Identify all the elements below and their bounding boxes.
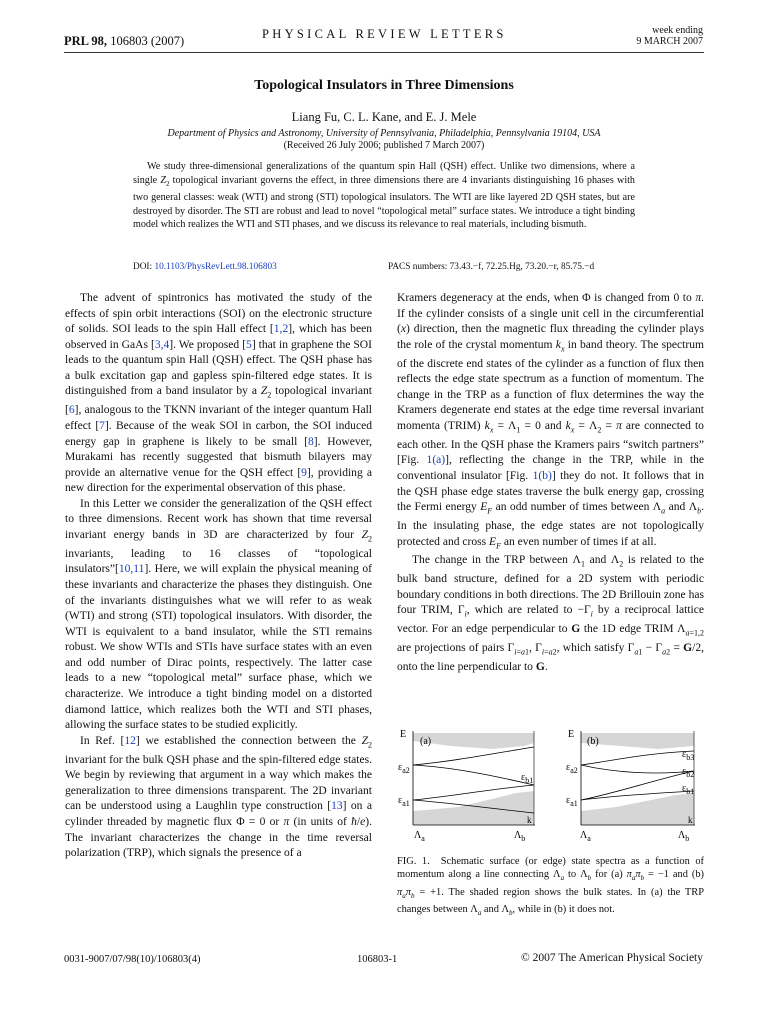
page-number: 106803-1: [357, 954, 398, 965]
figure-caption: FIG. 1. Schematic surface (or edge) state spectra as a function of momentum along a line connecting $\Lambda_a$ to $\Lambda_b$ for (a) $\pi_a\pi_b = -1$ and (b) $\pi_a\pi_b = +1$. The shaded region shows the bulk states. In (a) the TRP changes between $\Lambda_a$ and $\Lambda_b$, while in (b) it does not.: [397, 856, 704, 918]
panel-a: [398, 729, 535, 843]
body-column-right: Kramers degeneracy at the ends, when Φ is changed from 0 to π. If the cylinder consists of a single unit cell in the circumferential (x) direction, then the magnetic flux threading the cylinder plays the role of the crystal momentum $k_x$ in band theory. The spectrum of the discrete end states of the cylinder as a function of flux then reflects the edge state spectrum as a function of momentum. The change in the TRP as a function of flux determines the way the Kramers degenerate end states at the edge time reversal invariant momenta (TRIM) $k_x = \Lambda_1 = 0$ and $k_x = \Lambda_2 = \pi$ are connected to each other. In the QSH phase the Kramers pairs “switch partners” [Fig. 1(a)], reflecting the change in the TRP, while in the conventional insulator [Fig. 1(b)] they do not. It follows that in the QSH phase edge states traverse the bulk energy gap, crossing the Fermi energy $E_F$ an odd number of times between $\Lambda_a$ and $\Lambda_b$. In the insulating phase, the edge states are not topologically protected and cross $E_F$ an even number of times if at all. The change in the TRP between $\Lambda_1$ and $\Lambda_2$ is related to the bulk band structure, defined for a 2D system with periodic boundary conditions in both directions. The 2D Brillouin zone has four TRIM, $\Gamma_i$, which are related to $-\Gamma_i$ by a reciprocal lattice vector. For an edge perpendicular to G the 1D edge TRIM $\Lambda_{a=1,2}$ are projections of pairs $\Gamma_{i=a1}$, $\Gamma_{i=a2}$, which satisfy $\Gamma_{a1} - \Gamma_{a2} = G/2$, onto the line perpendicular to G.: [397, 292, 705, 674]
week-ending-line1: week ending: [652, 25, 703, 36]
edge-state-curve: [581, 751, 694, 765]
energy-label-eb2: $\varepsilon_{b2}$: [682, 766, 695, 779]
lambda-b-label: $\Lambda_b$: [514, 830, 526, 843]
bulk-shade-bottom-a: [413, 791, 534, 825]
panel-label-a: (a): [420, 736, 432, 747]
authors: Liang Fu, C. L. Kane, and E. J. Mele: [291, 110, 477, 124]
bulk-valence-shade-top-a: [413, 733, 534, 749]
figure-1: [396, 727, 706, 853]
energy-label-ea2: $\varepsilon_{a2}$: [398, 762, 410, 775]
pacs-numbers: PACS numbers: 73.43.−f, 72.25.Hg, 73.20.−r, 85.75.−d: [388, 262, 595, 272]
footer-code: 0031-9007/07/98(10)/106803(4): [64, 954, 201, 965]
panel-label-b: (b): [587, 736, 599, 747]
copyright: © 2007 The American Physical Society: [521, 952, 703, 964]
energy-label-ea1-b: $\varepsilon_{a1}$: [566, 795, 578, 808]
edge-state-curve: [581, 765, 694, 773]
edge-state-curve: [413, 765, 534, 785]
lambda-a-label: $\Lambda_a$: [414, 830, 425, 843]
energy-label-eb3: $\varepsilon_{b3}$: [682, 749, 695, 762]
edge-state-curve: [413, 747, 534, 765]
journal-ref: PRL 98, 106803 (2007): [64, 34, 185, 48]
panel-b: [566, 729, 695, 843]
doi-label: DOI:: [133, 262, 153, 272]
journal-name: PHYSICAL REVIEW LETTERS: [262, 27, 507, 41]
energy-label-eb1-b: $\varepsilon_{b1}$: [682, 783, 695, 796]
issue-date: [636, 25, 703, 47]
body-column-left: The advent of spintronics has motivated the study of the effects of spin orbit interactions (SOI) on the electronic structure of solids. SOI leads to the spin Hall effect [1,2], which has been observed in GaAs [3,4]. We proposed [5] that in graphene the SOI leads to the quantum spin Hall (QSH) effect. The QSH phase has a bulk excitation gap and gapless spin-filtered edge states. It is distinguished from a band insulator by a $Z_2$ topological invariant [6], analogous to the TKNN invariant of the integer quantum Hall effect [7]. Because of the weak SOI in carbon, the SOI induced energy gap in graphene is likely to be small [8]. However, Murakami has recently suggested that bismuth bilayers may provide an alternative venue for the QSH effect [9], providing a new direction for the experimental observation of this phase. In this Letter we consider the generalization of the QSH effect to three dimensions. Recent work has shown that time reversal invariant energy bands in 3D are characterized by four $Z_2$ invariants, leading to 16 classes of “topological insulators”[10,11]. Here, we will explain the physical meaning of these invariants and characterize the phases they distinguish. One of the invariants distinguishes what we will refer to as weak (WTI) and strong (STI) topological insulators. With disorder, the WTI is equivalent to a band insulator, while the STI remains robust. We show WTIs and STIs have surface states with an even and odd number of Dirac points, respectively. The latter case leads to a new “topological metal” surface phase, which we characterize. We introduce a tight binding model on a distorted diamond lattice, which realizes both the WTI and STI phases, allowing the surface states to be studied explicitly. In Ref. [12] we established the connection between the $Z_2$ invariant for the bulk QSH phase and the spin-filtered edge states. We begin by reviewing that argument in a way which makes the generalization to three dimensions transparent. The 2D invariant can be understood using a Laughlin type construction [13] on a cylinder threaded by magnetic flux Φ = 0 or π (in units of ħ/e). The invariant characterizes the change in the time reversal polarization (TRP), which signals the presence of a: [65, 292, 373, 860]
doi-link[interactable]: 10.1103/PhysRevLett.98.106803: [154, 262, 277, 272]
week-ending-line2: 9 MARCH 2007: [636, 36, 703, 47]
paper-title: Topological Insulators in Three Dimensions: [254, 78, 514, 93]
energy-label-ea2-b: $\varepsilon_{a2}$: [566, 762, 578, 775]
lambda-b-label-b: $\Lambda_b$: [678, 830, 690, 843]
lambda-a-label-b: $\Lambda_a$: [580, 830, 591, 843]
k-label-b: k: [688, 815, 693, 825]
energy-label-eb1: $\varepsilon_{b1}$: [521, 772, 534, 785]
header-rule: [64, 52, 704, 53]
doi: [133, 262, 277, 272]
abstract: We study three-dimensional generalizations of the quantum spin Hall (QSH) effect. Unlike two dimensions, where a single $Z_2$ topological invariant governs the effect, in three dimensions there are 4 invariants distinguishing 16 phases with two general classes: weak (WTI) and strong (STI) topological insulators. The WTI are like layered 2D QSH states, but are destroyed by disorder. The STI are robust and lead to novel “topological metal” surface states. We introduce a tight binding model which realizes the WTI and STI phases, and we discuss its relevance to real materials, including bismuth.: [133, 161, 635, 231]
k-label-a: k: [527, 815, 532, 825]
affiliation: Department of Physics and Astronomy, University of Pennsylvania, Philadelphia, Pennsylvania 19104, USA: [167, 128, 601, 139]
e-axis-label-a: E: [400, 729, 407, 740]
received-dates: (Received 26 July 2006; published 7 March 2007): [283, 140, 485, 151]
energy-label-ea1: $\varepsilon_{a1}$: [398, 795, 410, 808]
e-axis-label-b: E: [568, 729, 575, 740]
